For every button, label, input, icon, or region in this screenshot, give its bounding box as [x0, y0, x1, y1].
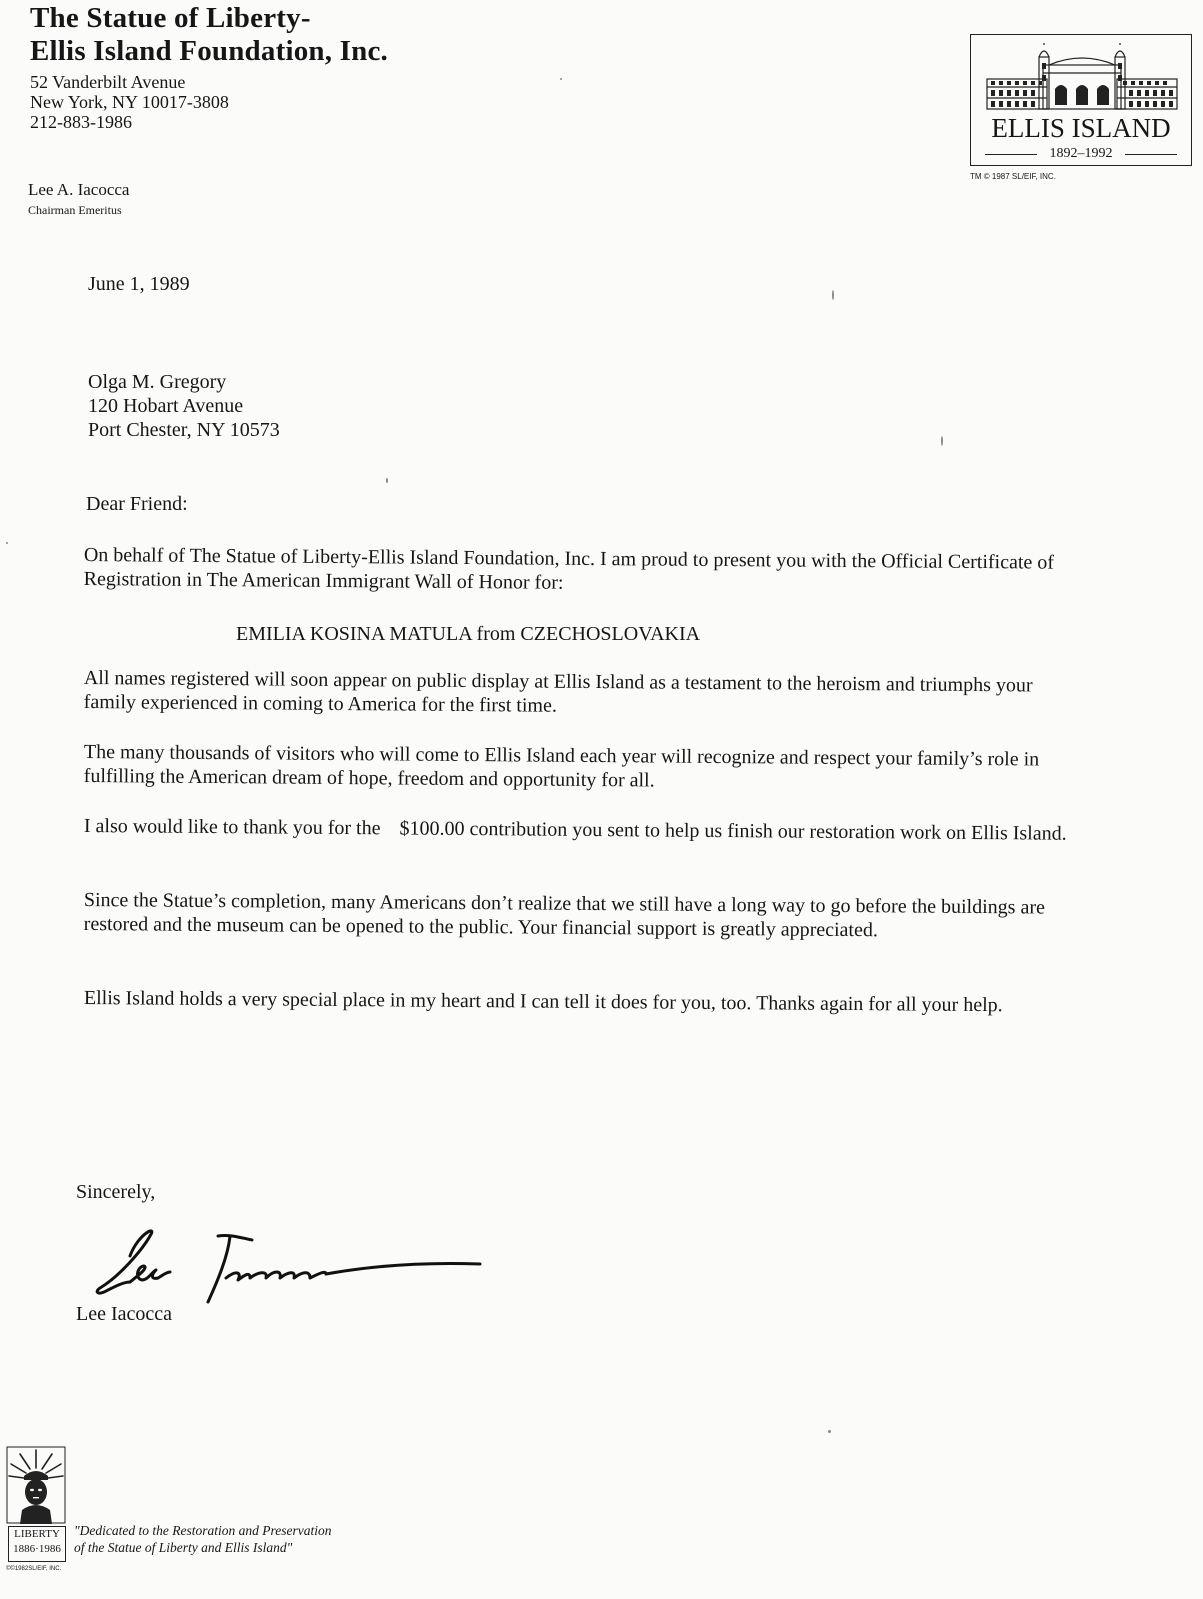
- address-city: New York, NY 10017-3808: [30, 92, 229, 112]
- footer-dedication: [74, 1522, 332, 1556]
- contribution-amount: $100.00: [399, 817, 465, 840]
- organization-name: [30, 2, 388, 68]
- logo-years: 1892–1992: [1049, 146, 1113, 161]
- honoree-name: EMILIA KOSINA MATULA from CZECHOSLOVAKIA: [236, 623, 701, 645]
- paragraph-visitors: The many thousands of visitors who will come to Ellis Island each year will recognize and respect your family’s role in fulfilling the American dream of hope, freedom and opportunity for all.: [83, 740, 1040, 792]
- sender-name: Lee A. Iacocca: [28, 180, 130, 199]
- seal-years: 1886·1986: [13, 1543, 61, 1555]
- logo-trademark: TM © 1987 SL/EIF, INC.: [970, 172, 1056, 181]
- paragraph-display: All names registered will soon appear on public display at Ellis Island as a testament to the heroism and triumphs your family experienced in coming to America for the first time.: [83, 666, 1033, 717]
- dedication-line-1: "Dedicated to the Restoration and Preservation: [74, 1523, 332, 1538]
- handwritten-signature: [90, 1216, 490, 1312]
- recipient-name: Olga M. Gregory: [88, 371, 227, 393]
- organization-address: [30, 72, 229, 132]
- paragraph-restoration: Since the Statue’s completion, many Americans don’t realize that we still have a long way to go before the buildings are restored and the museum can be opened to the public. Your financial support is greatly appreciated.: [83, 888, 1046, 942]
- ellis-island-building-icon: [983, 43, 1181, 111]
- recipient-address: [88, 370, 280, 442]
- paragraph-intro: On behalf of The Statue of Liberty-Ellis Island Foundation, Inc. I am proud to present you with the Official Certificate of Registration in The American Immigrant Wall of Honor for:: [83, 543, 1055, 594]
- paper-speck: [6, 542, 8, 544]
- seal-label-box: [8, 1526, 66, 1562]
- paragraph-contribution: [84, 814, 1084, 846]
- seal-label: LIBERTY: [14, 1528, 60, 1540]
- liberty-seal: [6, 1446, 66, 1588]
- address-phone: 212-883-1986: [30, 112, 132, 132]
- paper-speck: [828, 1430, 831, 1433]
- logo-years-row: [981, 145, 1181, 163]
- salutation: Dear Friend:: [86, 493, 188, 515]
- organization-name-line-2: Ellis Island Foundation, Inc.: [30, 35, 388, 67]
- sender-title: Chairman Emeritus: [28, 203, 122, 217]
- paper-speck: [832, 290, 834, 300]
- seal-copyright: ©©1982SL/EIF, INC.: [6, 1566, 62, 1572]
- dedication-line-2: of the Statue of Liberty and Ellis Island": [74, 1540, 293, 1555]
- paper-speck: [560, 78, 562, 80]
- organization-name-line-1: The Statue of Liberty-: [30, 2, 311, 34]
- statue-of-liberty-icon: [6, 1446, 66, 1524]
- recipient-street: 120 Hobart Avenue: [88, 395, 244, 417]
- letter-date: June 1, 1989: [88, 273, 190, 295]
- logo-rule-right: [1125, 154, 1177, 155]
- recipient-city: Port Chester, NY 10573: [88, 419, 280, 441]
- paper-speck: [941, 436, 943, 446]
- paragraph-thanks: Ellis Island holds a very special place in my heart and I can tell it does for you, too. Thanks again for all your help.: [83, 986, 1003, 1017]
- signer-name: Lee Iacocca: [76, 1303, 173, 1325]
- paper-speck: [386, 478, 388, 483]
- contribution-text-after: contribution you sent to help us finish our restoration work on Ellis Island.: [469, 818, 1067, 845]
- address-street: 52 Vanderbilt Avenue: [30, 72, 186, 92]
- contribution-text-before: I also would like to thank you for the: [83, 814, 381, 840]
- logo-title: ELLIS ISLAND: [991, 113, 1171, 143]
- ellis-island-logo: [970, 34, 1192, 166]
- closing: Sincerely,: [76, 1181, 156, 1203]
